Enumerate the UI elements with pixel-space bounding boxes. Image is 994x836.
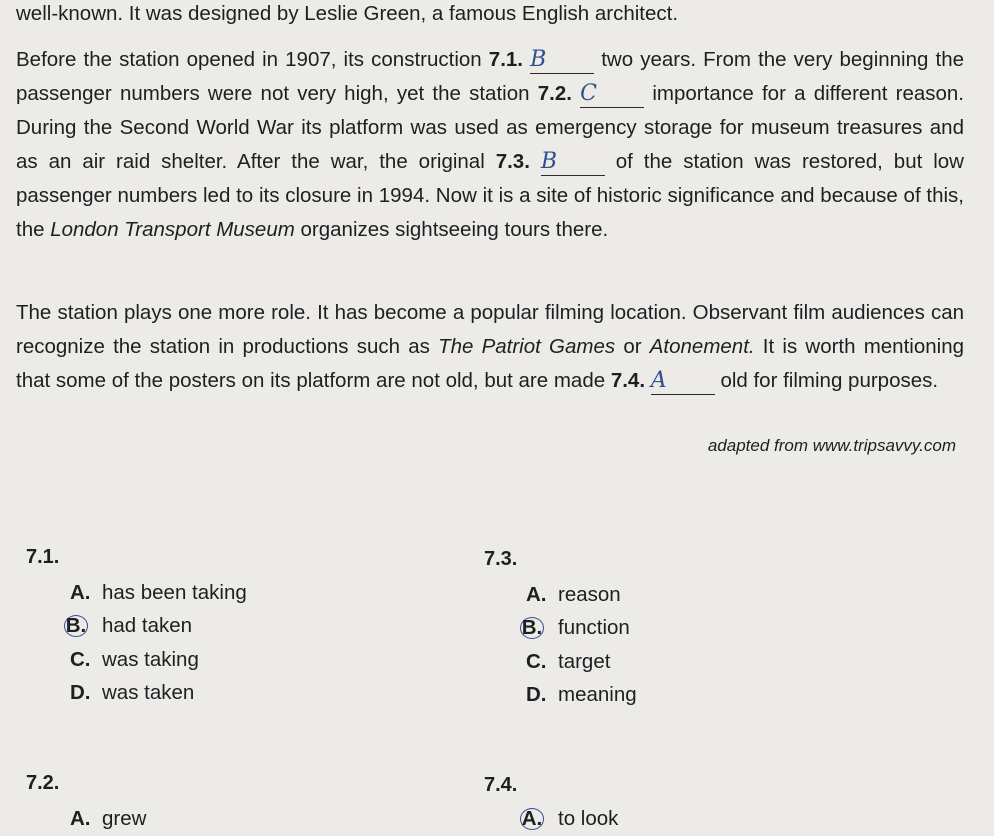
- answer-blank-7-2: [580, 81, 644, 108]
- option-7-3-a[interactable]: A. reason: [526, 582, 621, 606]
- paragraph-2: The station plays one more role. It has become a popular filming location. Observant film audiences can recognize the station in productions such as The Patriot Games or Atonement. It is worth mentioning that some of the posters on its platform are not old, but are made 7.4. A old for filming purposes.: [16, 301, 964, 393]
- option-7-1-c[interactable]: C. was taking: [70, 647, 199, 671]
- question-7-4-label: 7.4.: [484, 774, 518, 796]
- option-7-1-b[interactable]: B. had taken: [65, 614, 193, 638]
- option-7-4-a[interactable]: A. to look: [521, 806, 619, 830]
- option-7-3-c[interactable]: C. target: [526, 649, 611, 673]
- film-title-2: Atonement.: [649, 335, 755, 358]
- top-line: well-known. It was designed by Leslie Green, a famous English architect.: [16, 2, 679, 25]
- question-7-4-options: [521, 802, 619, 836]
- circled-answer-mark: B.: [65, 614, 87, 638]
- gap-number-7-3: 7.3.: [495, 150, 530, 173]
- handwritten-answer-7-4: A: [650, 368, 667, 393]
- handwritten-answer-7-3: B: [540, 149, 558, 174]
- answer-blank-7-3: [541, 149, 605, 176]
- answer-blank-7-1: [530, 47, 594, 74]
- answer-blank-7-4: [651, 368, 715, 395]
- film-title-1: The Patriot Games: [438, 335, 616, 358]
- option-7-1-a[interactable]: A. has been taking: [70, 580, 247, 604]
- option-7-2-a[interactable]: A. grew: [70, 806, 147, 830]
- question-7-1-options: [65, 576, 247, 710]
- question-7-2-options: [70, 802, 146, 836]
- option-7-1-d[interactable]: D. was taken: [70, 681, 195, 705]
- gap-number-7-1: 7.1.: [488, 48, 523, 71]
- source-credit: adapted from www.tripsavvy.com: [707, 436, 956, 455]
- paragraph-1: Before the station opened in 1907, its construction 7.1. B two years. From the very beginning the passenger numbers were not very high, yet the station 7.2. C importance for a different reason. During the Second World War its platform was used as emergency storage for museum treasures and as an air raid shelter. After the war, the original 7.3. B of the station was restored, but low passenger numbers led to its closure in 1994. Now it is a site of historic significance and because of this, the London Transport Museum organizes sightseeing tours there.: [16, 47, 965, 241]
- question-7-2-label: 7.2.: [26, 772, 60, 794]
- question-7-3-options: [521, 578, 637, 712]
- question-7-3-label: 7.3.: [484, 548, 518, 570]
- gap-number-7-4: 7.4.: [610, 369, 646, 392]
- circled-answer-mark: B.: [521, 616, 543, 640]
- handwritten-answer-7-2: C: [580, 81, 597, 106]
- option-7-3-b[interactable]: B. function: [521, 616, 630, 640]
- question-7-1-label: 7.1.: [26, 546, 60, 568]
- circled-answer-mark: A.: [521, 806, 543, 830]
- gap-number-7-2: 7.2.: [537, 82, 572, 105]
- option-7-3-d[interactable]: D. meaning: [526, 683, 637, 707]
- handwritten-answer-7-1: B: [530, 47, 547, 72]
- museum-name: London Transport Museum: [50, 218, 295, 241]
